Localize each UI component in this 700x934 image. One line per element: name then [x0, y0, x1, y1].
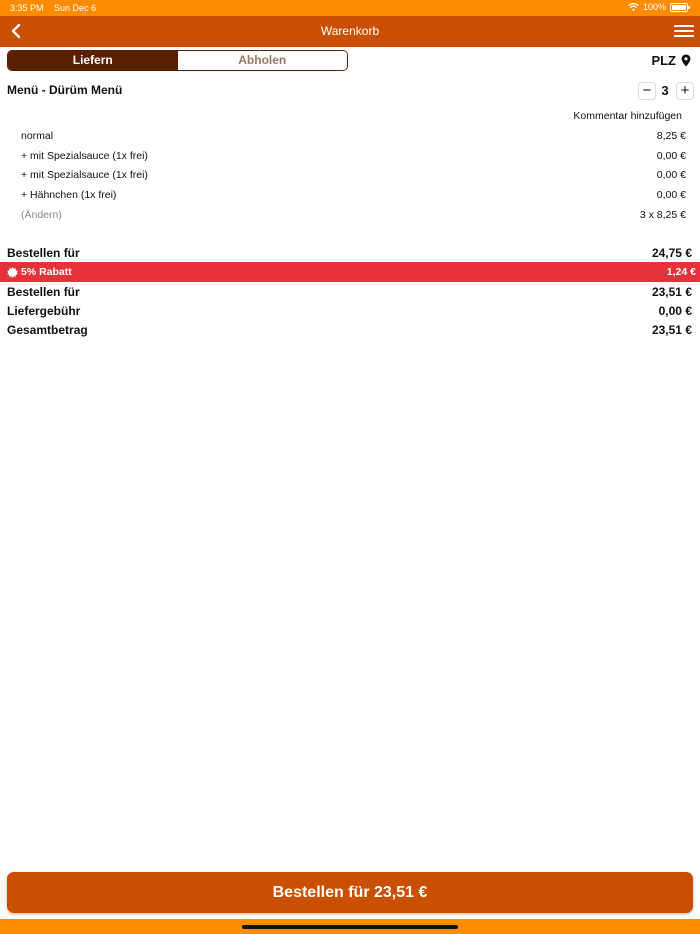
discount-value: 1,24 € [666, 266, 696, 278]
delivery-fee-value: 0,00 € [658, 303, 692, 318]
delivery-fee-label: Liefergebühr [7, 303, 81, 318]
tab-deliver[interactable]: Liefern [8, 51, 178, 70]
status-time: 3:35 PM [10, 3, 44, 13]
list-item [21, 146, 686, 166]
tab-pickup[interactable]: Abholen [178, 51, 348, 70]
item-line-total: 3 x 8,25 € [639, 209, 686, 222]
postal-code-selector[interactable] [651, 53, 691, 68]
option-price: 0,00 € [656, 169, 686, 182]
plus-icon: + [680, 82, 690, 99]
grand-total-row [0, 320, 700, 339]
item-title: Menü - Dürüm Menü [7, 83, 123, 97]
list-item [21, 185, 686, 205]
subtotal-row [0, 243, 700, 262]
list-item [21, 166, 686, 186]
subtotal-label: Bestellen für [7, 245, 80, 260]
discount-row [0, 262, 700, 282]
discount-label: 5% Rabatt [21, 266, 72, 278]
nav-bar [0, 16, 700, 47]
wifi-icon [628, 3, 639, 11]
postal-code-label: PLZ [651, 53, 676, 68]
quantity-increase-button[interactable] [676, 82, 694, 100]
hamburger-icon [674, 25, 694, 27]
grand-total-label: Gesamtbetrag [7, 322, 88, 337]
grand-total-value: 23,51 € [651, 322, 692, 337]
subtotal-value: 24,75 € [651, 245, 692, 260]
option-price: 0,00 € [656, 189, 686, 202]
battery-icon [670, 3, 688, 12]
place-order-button[interactable]: Bestellen für 23,51 € [7, 872, 693, 913]
option-price: 8,25 € [656, 129, 686, 142]
order-for-label: Bestellen für [7, 284, 80, 299]
list-item [21, 126, 686, 146]
discount-badge-icon [7, 267, 18, 278]
menu-button[interactable] [674, 22, 694, 40]
option-label: + mit Spezialsauce (1x frei) [21, 149, 148, 162]
page-title: Warenkorb [320, 24, 380, 38]
delivery-fee-row [0, 301, 700, 320]
change-item-link[interactable]: (Ändern) [21, 209, 62, 222]
option-label: + Hähnchen (1x frei) [21, 189, 117, 202]
battery-percent: 100% [642, 2, 666, 12]
order-for-row [0, 282, 700, 301]
option-label: + mit Spezialsauce (1x frei) [21, 169, 148, 182]
location-pin-icon [681, 54, 691, 67]
quantity-decrease-button[interactable] [638, 82, 656, 100]
order-for-value: 23,51 € [651, 284, 692, 299]
order-summary [0, 243, 700, 339]
status-bar [0, 0, 700, 16]
add-comment-link[interactable]: Kommentar hinzufügen [573, 110, 682, 122]
status-date: Sun Dec 6 [54, 3, 97, 13]
list-item [21, 205, 686, 225]
delivery-mode-toggle [7, 50, 348, 71]
home-indicator [242, 925, 458, 929]
item-options-list [21, 126, 686, 225]
minus-icon: − [642, 82, 652, 99]
option-price: 0,00 € [656, 149, 686, 162]
option-label: normal [21, 129, 54, 142]
quantity-value: 3 [661, 83, 669, 98]
